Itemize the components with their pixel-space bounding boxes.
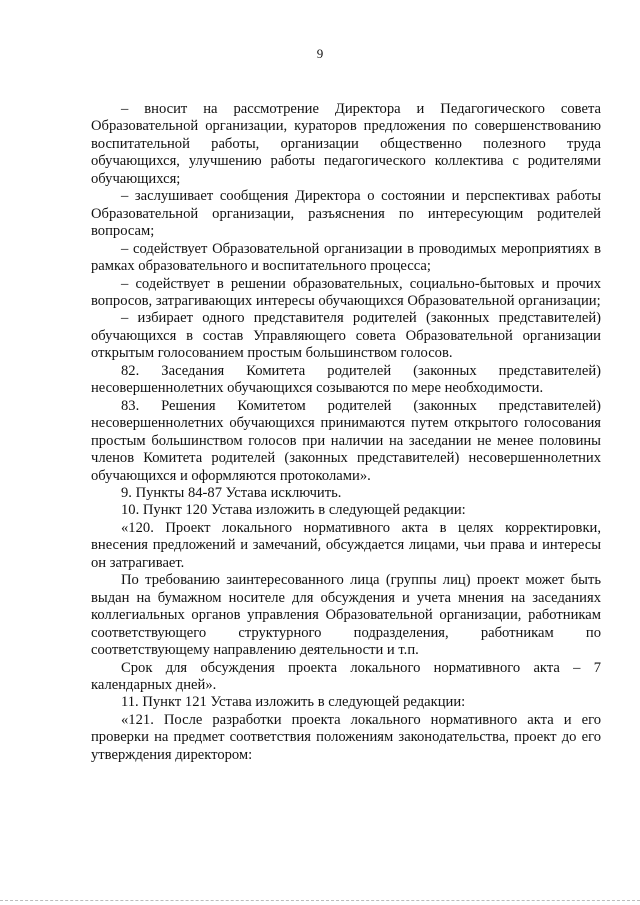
paragraph-amendment-9: 9. Пункты 84-87 Устава исключить. [121, 484, 342, 501]
document-body [91, 101, 601, 764]
paragraph-assists-issues: – содействует в решении образовательных, социально-бытовых и прочих вопросов, затрагивающих интересы обучающихся Образовательной организации; [91, 275, 601, 309]
paragraph-item-120-request: По требованию заинтересованного лица (группы лиц) проект может быть выдан на бумажном носителе для обсуждения и учета мнения на заседаниях коллегиальных органов управления Образовательной организации, работникам соответствующего структурного подразделения, работникам по соответствующему направлению деятельности и т.п. [91, 572, 601, 659]
paragraph-amendment-10: 10. Пункт 120 Устава изложить в следующей редакции: [121, 502, 466, 519]
scan-edge-line [0, 900, 640, 901]
paragraph-recommendations: – вносит на рассмотрение Директора и Педагогического совета Образовательной организации, кураторов предложения по совершенствованию воспитательной работы, организации общественно полезного труда обучающихся, улучшению работы педагогического коллектива с родителями обучающихся; [91, 101, 601, 187]
paragraph-item-120: «120. Проект локального нормативного акта в целях корректировки, внесения предложений и замечаний, обсуждается лицами, чьи права и интересы он затрагивает. [91, 519, 601, 571]
paragraph-item-121: «121. После разработки проекта локального нормативного акта и его проверки на предмет соответствия положениям законодательства, проект до его утверждения директором: [91, 711, 601, 763]
paragraph-item-82: 82. Заседания Комитета родителей (законных представителей) несовершеннолетних обучающихся созываются по мере необходимости. [91, 362, 601, 397]
paragraph-hears-reports: – заслушивает сообщения Директора о состоянии и перспективах работы Образовательной организации, разъяснения по интересующим родителей вопросам; [91, 188, 601, 240]
paragraph-elects-representative: – избирает одного представителя родителей (законных представителей) обучающихся в состав Управляющего совета Образовательной организации открытым голосованием простым большинством голосов. [91, 310, 601, 362]
paragraph-item-83: 83. Решения Комитетом родителей (законных представителей) несовершеннолетних обучающихся принимаются путем открытого голосования простым большинством голосов при наличии на заседании не менее половины членов Комитета родителей (законных представителей) несовершеннолетних обучающихся и оформляются протоколами». [91, 397, 601, 484]
page-number: 9 [316, 46, 324, 61]
paragraph-item-120-term: Срок для обсуждения проекта локального нормативного акта – 7 календарных дней». [91, 659, 601, 693]
paragraph-assists-events: – содействует Образовательной организации в проводимых мероприятиях в рамках образовательного и воспитательного процесса; [91, 240, 601, 275]
paragraph-amendment-11: 11. Пункт 121 Устава изложить в следующей редакции: [121, 694, 466, 711]
